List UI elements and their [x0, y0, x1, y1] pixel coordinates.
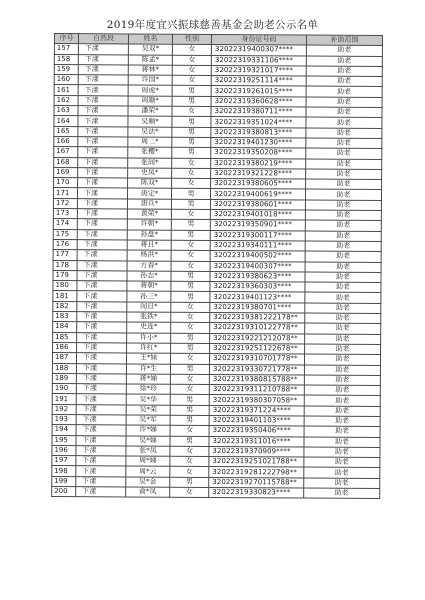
- subsidy-scope-cell: 助老: [306, 128, 382, 139]
- name-cell: 许国*: [128, 75, 172, 86]
- village-section-cell: 下漾: [76, 476, 126, 487]
- village-section-cell: 下漾: [76, 435, 126, 446]
- serial-number-cell: 180: [53, 281, 77, 291]
- gender-cell: 女: [172, 75, 211, 86]
- village-section-cell: 下漾: [78, 75, 128, 86]
- id-number-cell: 32022319370909****: [209, 446, 304, 457]
- village-section-cell: 下漾: [77, 322, 127, 333]
- gender-cell: 女: [170, 456, 209, 467]
- name-cell: 张同*: [128, 158, 172, 169]
- gender-cell: 女: [172, 178, 211, 189]
- village-section-cell: 下漾: [77, 240, 127, 251]
- village-section-cell: 下漾: [77, 332, 127, 343]
- id-number-cell: 32022319351024****: [211, 117, 306, 128]
- name-cell: 蒋*娣: [126, 374, 170, 385]
- gender-cell: 女: [171, 312, 210, 323]
- serial-number-cell: 169: [54, 167, 78, 177]
- name-cell: 蒋朝*: [127, 281, 171, 292]
- subsidy-scope-cell: 助老: [305, 210, 381, 221]
- id-number-cell: 32022319380605****: [211, 179, 306, 190]
- village-section-cell: 下漾: [76, 466, 126, 477]
- village-section-cell: 下漾: [76, 404, 126, 415]
- name-cell: 陈孟*: [128, 55, 172, 66]
- village-section-cell: 下漾: [77, 260, 127, 271]
- id-number-cell: 32022319380219****: [211, 158, 306, 169]
- village-section-cell: 下漾: [77, 250, 127, 261]
- name-cell: 杨洪*: [127, 250, 171, 261]
- name-cell: 唐兵*: [127, 199, 171, 210]
- gender-cell: 男: [171, 271, 210, 282]
- village-section-cell: 下漾: [76, 456, 126, 467]
- serial-number-cell: 196: [52, 445, 76, 455]
- gender-cell: 女: [170, 467, 209, 478]
- subsidy-scope-cell: 助老: [304, 437, 380, 448]
- gender-cell: 女: [172, 55, 211, 66]
- id-number-cell: 32022319350208****: [211, 148, 306, 159]
- id-number-cell: 32022319300117****: [210, 230, 305, 241]
- serial-number-cell: 187: [52, 353, 76, 363]
- village-section-cell: 下漾: [78, 147, 128, 158]
- village-section-cell: 下漾: [77, 219, 127, 230]
- id-number-cell: 32022319321228****: [211, 168, 306, 179]
- id-number-cell: 32022319251021788**: [209, 457, 304, 468]
- subsidy-scope-cell: 助老: [304, 478, 380, 489]
- name-cell: 闵旦*: [127, 302, 171, 313]
- subsidy-scope-cell: 助老: [304, 457, 380, 468]
- subsidy-scope-cell: 助老: [305, 282, 381, 293]
- name-cell: 史凤*: [128, 168, 172, 179]
- gender-cell: 男: [170, 395, 209, 406]
- serial-number-cell: 200: [52, 487, 76, 497]
- village-section-cell: 下漾: [78, 157, 128, 168]
- serial-number-cell: 160: [54, 75, 78, 85]
- name-cell: 许小*: [127, 333, 171, 344]
- subsidy-scope-cell: 助老: [305, 313, 381, 324]
- serial-number-cell: 157: [54, 44, 78, 54]
- subsidy-scope-cell: 助老: [305, 344, 381, 355]
- id-number-cell: 32022319401230****: [211, 137, 306, 148]
- serial-number-cell: 184: [53, 322, 77, 332]
- name-cell: 吴*军: [126, 415, 170, 426]
- village-section-cell: 下漾: [78, 95, 128, 106]
- serial-number-cell: 197: [52, 456, 76, 466]
- serial-number-cell: 176: [53, 239, 77, 249]
- subsidy-scope-cell: 助老: [305, 189, 381, 200]
- village-section-cell: 下漾: [76, 487, 126, 498]
- village-section-cell: 下漾: [77, 229, 127, 240]
- name-cell: 蒋林*: [128, 65, 172, 76]
- name-cell: 张*凤: [126, 446, 170, 457]
- name-cell: 吴法*: [128, 127, 172, 138]
- name-cell: 张樱*: [128, 147, 172, 158]
- name-cell: 吴*华: [126, 394, 170, 405]
- name-cell: 张铁*: [127, 312, 171, 323]
- subsidy-scope-cell: 助老: [304, 426, 380, 437]
- id-number-cell: 32022319380813****: [211, 127, 306, 138]
- header-name: 姓名: [128, 34, 172, 45]
- village-section-cell: 下漾: [76, 384, 126, 395]
- village-section-cell: 下漾: [77, 209, 127, 220]
- id-number-cell: 32022319251114****: [211, 76, 306, 87]
- name-cell: 周*娣: [126, 456, 170, 467]
- header-village-section: 自然段: [78, 34, 128, 45]
- village-section-cell: 下漾: [78, 85, 128, 96]
- subsidy-scope-cell: 助老: [306, 97, 382, 108]
- subsidy-scope-cell: 助老: [304, 416, 380, 427]
- serial-number-cell: 171: [53, 188, 77, 198]
- gender-cell: 女: [172, 168, 211, 179]
- serial-number-cell: 179: [53, 270, 77, 280]
- serial-number-cell: 186: [53, 342, 77, 352]
- village-section-cell: 下漾: [77, 312, 127, 323]
- id-number-cell: 32022319281222798**: [209, 467, 304, 478]
- gender-cell: 男: [172, 137, 211, 148]
- gender-cell: 男: [171, 281, 210, 292]
- id-number-cell: 32022319261015****: [211, 86, 306, 97]
- subsidy-scope-cell: 助老: [305, 262, 381, 273]
- serial-number-cell: 164: [54, 116, 78, 126]
- serial-number-cell: 189: [52, 373, 76, 383]
- id-number-cell: 32022319310701778**: [209, 354, 304, 365]
- serial-number-cell: 191: [52, 394, 76, 404]
- subsidy-scope-cell: 助老: [306, 148, 382, 159]
- name-cell: 王*妹: [126, 353, 170, 364]
- subsidy-scope-cell: 助老: [304, 406, 380, 417]
- subsidy-scope-cell: 助老: [304, 447, 380, 458]
- id-number-cell: 32022319400619****: [210, 189, 305, 200]
- village-section-cell: 下漾: [78, 116, 128, 127]
- id-number-cell: 32022319380701****: [210, 302, 305, 313]
- header-gender: 性别: [172, 34, 211, 45]
- gender-cell: 女: [171, 240, 210, 251]
- gender-cell: 女: [170, 384, 209, 395]
- id-number-cell: 32022319400307****: [211, 45, 306, 56]
- id-number-cell: 32022319360303****: [210, 282, 305, 293]
- gender-cell: 女: [172, 65, 211, 76]
- subsidy-scope-cell: 助老: [305, 220, 381, 231]
- gender-cell: 男: [171, 189, 210, 200]
- serial-number-cell: 173: [53, 209, 77, 219]
- village-section-cell: 下漾: [76, 353, 126, 364]
- name-cell: 史连*: [127, 322, 171, 333]
- village-section-cell: 下漾: [78, 137, 128, 148]
- serial-number-cell: 178: [53, 260, 77, 270]
- subsidy-scope-cell: 助老: [305, 231, 381, 242]
- village-section-cell: 下漾: [78, 44, 128, 55]
- serial-number-cell: 162: [54, 95, 78, 105]
- serial-number-cell: 190: [52, 384, 76, 394]
- table-row: [52, 487, 380, 499]
- serial-number-cell: 198: [52, 466, 76, 476]
- village-section-cell: 下漾: [78, 65, 128, 76]
- id-number-cell: 32022319371224****: [209, 405, 304, 416]
- subsidy-scope-cell: 助老: [306, 169, 382, 180]
- subsidy-scope-cell: 助老: [306, 179, 382, 190]
- village-section-cell: 下漾: [78, 178, 128, 189]
- subsidy-scope-cell: 助老: [305, 272, 381, 283]
- id-number-cell: 32022319221212078**: [210, 333, 305, 344]
- name-cell: 孙三*: [127, 291, 171, 302]
- subsidy-scope-cell: 助老: [306, 107, 382, 118]
- id-number-cell: 32022319380623****: [210, 271, 305, 282]
- subsidy-scope-cell: 助老: [305, 303, 381, 314]
- serial-number-cell: 181: [53, 291, 77, 301]
- name-cell: 周二*: [128, 137, 172, 148]
- id-number-cell: 32022319380307058**: [209, 395, 304, 406]
- village-section-cell: 下漾: [78, 54, 128, 65]
- document-title: 2019年度宜兴振球慈善基金会助老公示名单: [106, 19, 319, 31]
- name-cell: 方春*: [127, 260, 171, 271]
- gender-cell: 女: [171, 209, 210, 220]
- serial-number-cell: 159: [54, 64, 78, 74]
- id-number-cell: 32022319321017****: [211, 65, 306, 76]
- gender-cell: 女: [172, 158, 211, 169]
- gender-cell: 男: [170, 405, 209, 416]
- village-section-cell: 下漾: [77, 270, 127, 281]
- id-number-cell: 32022319311016****: [209, 436, 304, 447]
- id-number-cell: 32022319330721778**: [209, 364, 304, 375]
- name-cell: 孙志*: [127, 271, 171, 282]
- gender-cell: 男: [172, 86, 211, 97]
- header-id-number: 身份证号码: [211, 34, 306, 45]
- id-number-cell: 32022319381222178**: [210, 312, 305, 323]
- serial-number-cell: 175: [53, 229, 77, 239]
- id-number-cell: 32022319350406****: [209, 426, 304, 437]
- name-cell: 黄荣*: [127, 209, 171, 220]
- serial-number-cell: 158: [54, 54, 78, 64]
- village-section-cell: 下漾: [77, 281, 127, 292]
- id-number-cell: 32022319331106****: [211, 55, 306, 66]
- name-cell: 徐*珍: [126, 384, 170, 395]
- id-number-cell: 32022319380815788**: [209, 374, 304, 385]
- subsidy-scope-cell: 助老: [304, 488, 380, 499]
- village-section-cell: 下漾: [78, 106, 128, 117]
- name-cell: 周虎*: [128, 85, 172, 96]
- serial-number-cell: 188: [52, 363, 76, 373]
- gender-cell: 女: [171, 302, 210, 313]
- gender-cell: 男: [171, 333, 210, 344]
- name-cell: 吴*娣: [126, 436, 170, 447]
- subsidy-scope-cell: 助老: [306, 45, 382, 56]
- gender-cell: 女: [171, 323, 210, 334]
- header-serial-number: 序号: [54, 34, 78, 44]
- name-cell: 陈双*: [128, 178, 172, 189]
- subsidy-scope-cell: 助老: [306, 87, 382, 98]
- village-section-cell: 下漾: [76, 394, 126, 405]
- village-section-cell: 下漾: [76, 425, 126, 436]
- gender-cell: 女: [171, 250, 210, 261]
- serial-number-cell: 193: [52, 414, 76, 424]
- gender-cell: 女: [170, 425, 209, 436]
- id-number-cell: 32022319270115788**: [209, 477, 304, 488]
- serial-number-cell: 170: [54, 178, 78, 188]
- name-cell: 吴*荣: [126, 405, 170, 416]
- subsidy-scope-cell: 助老: [305, 251, 381, 262]
- id-number-cell: 32022319400307****: [210, 261, 305, 272]
- village-section-cell: 下漾: [76, 446, 126, 457]
- subsidy-scope-cell: 助老: [305, 200, 381, 211]
- gender-cell: 女: [170, 487, 209, 498]
- id-number-cell: 32022319360628****: [211, 96, 306, 107]
- id-number-cell: 32022319380601****: [210, 199, 305, 210]
- subsidy-scope-cell: 助老: [306, 66, 382, 77]
- id-number-cell: 32022319251122678**: [210, 343, 305, 354]
- village-section-cell: 下漾: [76, 363, 126, 374]
- village-section-cell: 下漾: [77, 198, 127, 209]
- serial-number-cell: 174: [53, 219, 77, 229]
- gender-cell: 男: [171, 343, 210, 354]
- subsidy-scope-cell: 助老: [304, 375, 380, 386]
- serial-number-cell: 166: [54, 136, 78, 146]
- subsidy-scope-cell: 助老: [304, 395, 380, 406]
- serial-number-cell: 194: [52, 425, 76, 435]
- name-cell: 周*云: [126, 466, 170, 477]
- header-subsidy-scope: 补助范围: [306, 35, 382, 46]
- name-cell: 唐定*: [127, 188, 171, 199]
- serial-number-cell: 192: [52, 404, 76, 414]
- gender-cell: 女: [171, 261, 210, 272]
- gender-cell: 男: [172, 117, 211, 128]
- name-cell: 吴顺*: [128, 116, 172, 127]
- subsidy-scope-cell: 助老: [304, 354, 380, 365]
- serial-number-cell: 161: [54, 85, 78, 95]
- village-section-cell: 下漾: [77, 188, 127, 199]
- gender-cell: 女: [172, 106, 211, 117]
- gender-cell: 男: [171, 220, 210, 231]
- village-section-cell: 下漾: [77, 343, 127, 354]
- serial-number-cell: 168: [54, 157, 78, 167]
- id-number-cell: 32022319340111****: [210, 240, 305, 251]
- subsidy-scope-cell: 助老: [306, 138, 382, 149]
- village-section-cell: 下漾: [77, 301, 127, 312]
- subsidy-scope-cell: 助老: [304, 365, 380, 376]
- gender-cell: 男: [170, 364, 209, 375]
- gender-cell: 男: [172, 96, 211, 107]
- village-section-cell: 下漾: [76, 415, 126, 426]
- serial-number-cell: 177: [53, 250, 77, 260]
- serial-number-cell: 183: [53, 312, 77, 322]
- id-number-cell: 32022319401123****: [210, 292, 305, 303]
- name-cell: 许*娣: [126, 425, 170, 436]
- serial-number-cell: 163: [54, 106, 78, 116]
- subsidy-scope-cell: 助老: [305, 323, 381, 334]
- serial-number-cell: 172: [53, 198, 77, 208]
- name-cell: 孙盘*: [127, 230, 171, 241]
- id-number-cell: 32022319380711****: [211, 107, 306, 118]
- id-number-cell: 32022319330823****: [209, 488, 304, 499]
- subsidy-scope-cell: 助老: [304, 385, 380, 396]
- gender-cell: 男: [171, 292, 210, 303]
- subsidy-scope-cell: 助老: [306, 117, 382, 128]
- id-number-cell: 32022319400502****: [210, 251, 305, 262]
- gender-cell: 女: [172, 45, 211, 56]
- subsidy-scope-cell: 助老: [306, 76, 382, 87]
- id-number-cell: 32022319310122778**: [210, 323, 305, 334]
- subsidy-scope-cell: 助老: [306, 159, 382, 170]
- subsidy-scope-cell: 助老: [305, 334, 381, 345]
- serial-number-cell: 182: [53, 301, 77, 311]
- table-body: [52, 44, 383, 499]
- serial-number-cell: 199: [52, 476, 76, 486]
- serial-number-cell: 165: [54, 126, 78, 136]
- gender-cell: 男: [170, 436, 209, 447]
- name-cell: 周顺*: [128, 96, 172, 107]
- village-section-cell: 下漾: [76, 373, 126, 384]
- name-cell: 俞*凤: [126, 487, 170, 498]
- village-section-cell: 下漾: [78, 168, 128, 179]
- gender-cell: 女: [170, 353, 209, 364]
- serial-number-cell: 195: [52, 435, 76, 445]
- name-cell: 潘荣*: [128, 106, 172, 117]
- name-cell: 许朝*: [127, 219, 171, 230]
- village-section-cell: 下漾: [78, 126, 128, 137]
- gender-cell: 男: [172, 147, 211, 158]
- id-number-cell: 32022319311210788**: [209, 385, 304, 396]
- gender-cell: 男: [171, 199, 210, 210]
- gender-cell: 女: [170, 446, 209, 457]
- serial-number-cell: 167: [54, 147, 78, 157]
- subsidy-scope-cell: 助老: [304, 468, 380, 479]
- subsidy-scope-cell: 助老: [306, 56, 382, 67]
- gender-cell: 女: [170, 374, 209, 385]
- gender-cell: 男: [172, 127, 211, 138]
- id-number-cell: 32022319350901****: [210, 220, 305, 231]
- id-number-cell: 32022319401103****: [209, 415, 304, 426]
- gender-cell: 男: [170, 477, 209, 488]
- subsidy-scope-cell: 助老: [305, 292, 381, 303]
- name-cell: 吴*金: [126, 477, 170, 488]
- name-cell: 许*生: [126, 363, 170, 374]
- subsidy-scope-cell: 助老: [305, 241, 381, 252]
- beneficiary-table: [51, 33, 383, 499]
- serial-number-cell: 185: [53, 332, 77, 342]
- name-cell: 许红*: [127, 343, 171, 354]
- name-cell: 吴双*: [128, 44, 172, 55]
- village-section-cell: 下漾: [77, 291, 127, 302]
- name-cell: 蒋且*: [127, 240, 171, 251]
- gender-cell: 男: [170, 415, 209, 426]
- id-number-cell: 32022319401018****: [210, 210, 305, 221]
- gender-cell: 男: [171, 230, 210, 241]
